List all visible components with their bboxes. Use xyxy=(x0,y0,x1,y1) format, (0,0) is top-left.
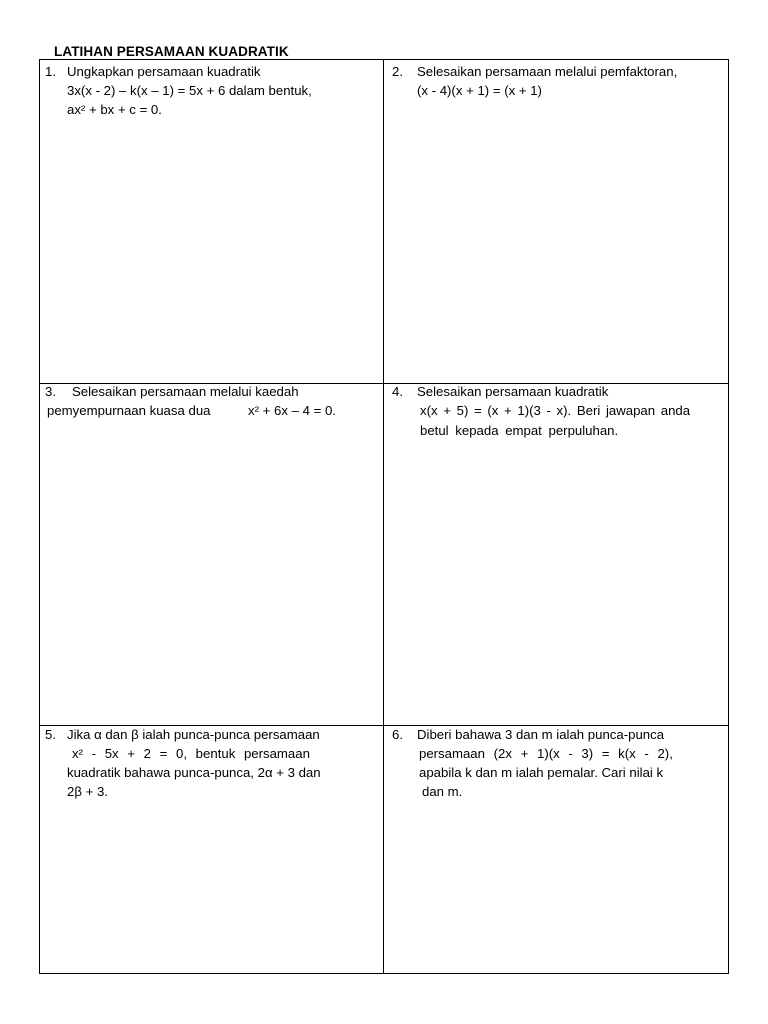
question-text-line: ax² + bx + c = 0. xyxy=(67,102,162,117)
question-number: 5. xyxy=(45,727,56,742)
question-grid xyxy=(39,59,729,974)
question-text-line: kuadratik bahawa punca-punca, 2α + 3 dan xyxy=(67,765,321,780)
question-1 xyxy=(45,62,380,119)
question-text-line: 2β + 3. xyxy=(67,784,108,799)
question-text-line: Selesaikan persamaan kuadratik xyxy=(417,384,609,399)
question-text-line: (x - 4)(x + 1) = (x + 1) xyxy=(417,83,542,98)
question-equation: x² + 6x – 4 = 0. xyxy=(248,403,336,418)
question-5 xyxy=(45,725,380,801)
question-3 xyxy=(45,382,380,420)
question-text-line: Selesaikan persamaan melalui pemfaktoran, xyxy=(417,64,678,79)
page-title: LATIHAN PERSAMAAN KUADRATIK xyxy=(54,44,289,59)
question-4 xyxy=(392,382,727,441)
question-text-line: Diberi bahawa 3 dan m ialah punca-punca xyxy=(417,727,665,742)
question-number: 4. xyxy=(392,384,403,399)
question-text-line: apabila k dan m ialah pemalar. Cari nilai k xyxy=(419,765,664,780)
question-2 xyxy=(392,62,727,100)
question-6 xyxy=(392,725,727,801)
question-text-line: x² - 5x + 2 = 0, bentuk persamaan xyxy=(72,746,310,761)
question-text-line: Jika α dan β ialah punca-punca persamaan xyxy=(67,727,320,742)
question-number: 1. xyxy=(45,64,56,79)
question-text-line: betul kepada empat perpuluhan. xyxy=(420,423,619,438)
question-text-line: persamaan (2x + 1)(x - 3) = k(x - 2), xyxy=(419,746,673,761)
question-number: 6. xyxy=(392,727,403,742)
question-text-line: pemyempurnaan kuasa dua xyxy=(47,403,211,418)
grid-divider-vertical xyxy=(383,59,384,974)
question-text-line: Ungkapkan persamaan kuadratik xyxy=(67,64,261,79)
question-text-line: 3x(x - 2) – k(x – 1) = 5x + 6 dalam bentuk, xyxy=(67,83,312,98)
question-number: 2. xyxy=(392,64,403,79)
question-text-line: Selesaikan persamaan melalui kaedah xyxy=(72,384,299,399)
question-text-line: dan m. xyxy=(422,784,463,799)
question-text-line: x(x + 5) = (x + 1)(3 - x). Beri jawapan anda xyxy=(420,403,691,418)
question-number: 3. xyxy=(45,384,56,399)
